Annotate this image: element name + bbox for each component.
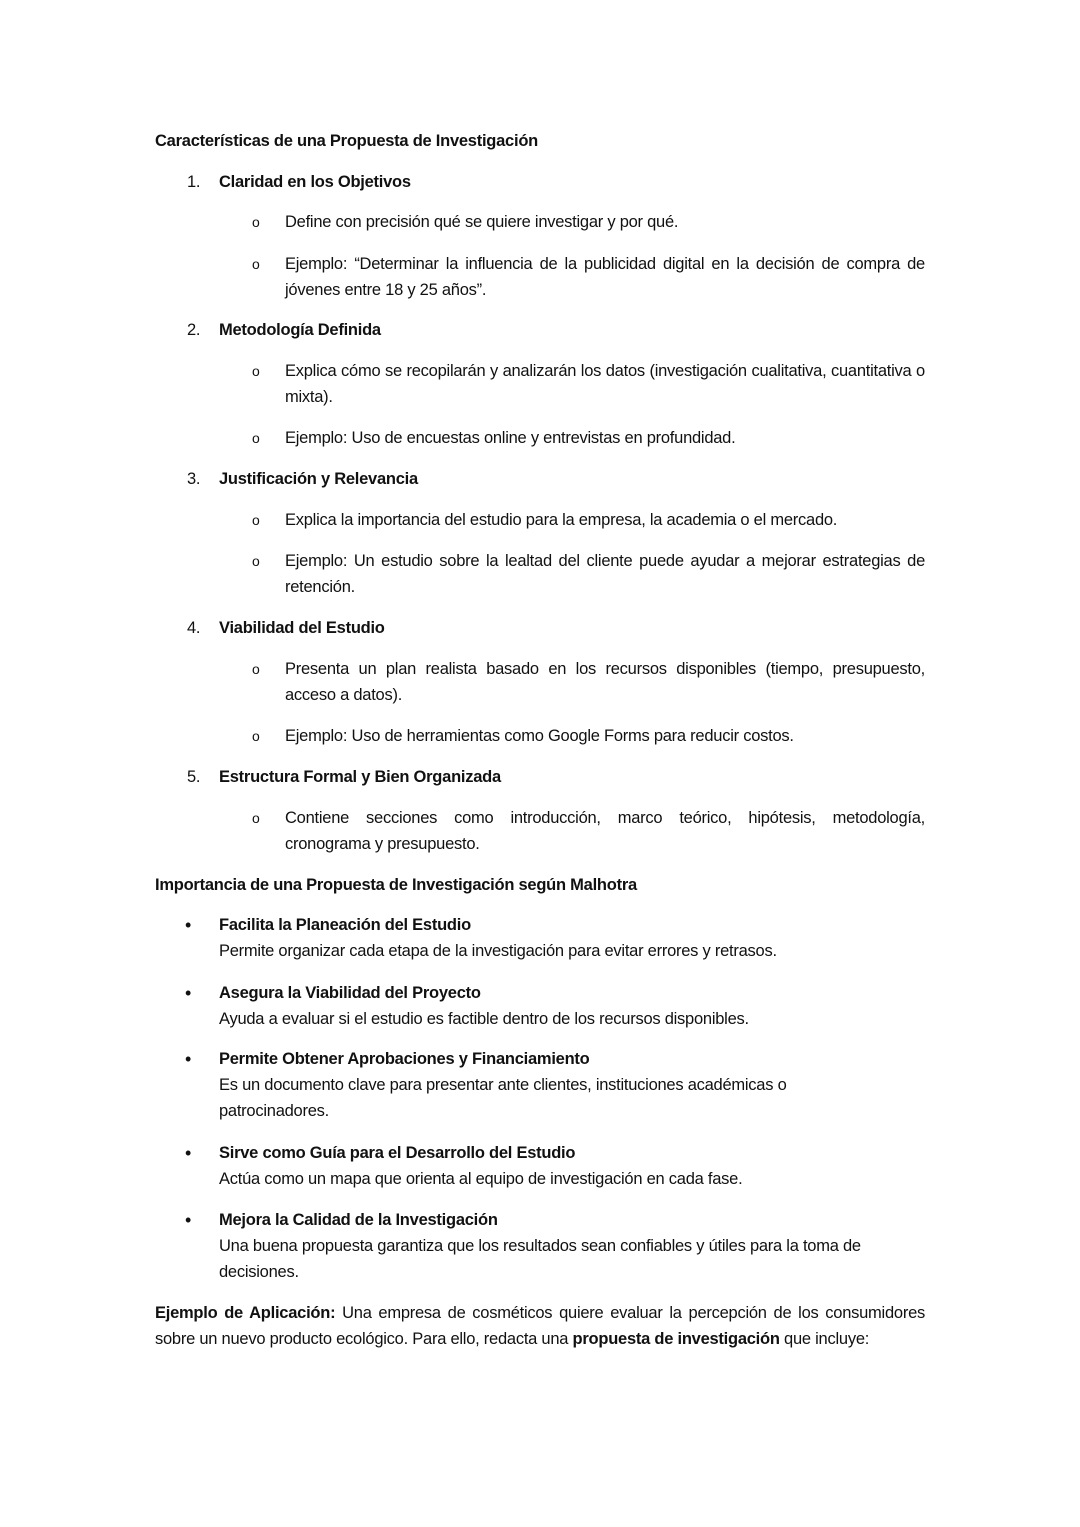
item-number: 1.	[187, 173, 201, 191]
circle-bullet-icon: o	[252, 553, 260, 569]
bullet-icon: •	[185, 1049, 192, 1069]
example-bold-term: propuesta de investigación	[572, 1330, 780, 1348]
bullet-icon: •	[185, 1143, 192, 1163]
item-heading: Claridad en los Objetivos	[219, 173, 411, 191]
sub-item-text: Ejemplo: Un estudio sobre la lealtad del cliente puede ayudar a mejorar estrategias de retención.	[285, 552, 925, 596]
importance-heading: Mejora la Calidad de la Investigación	[219, 1211, 498, 1229]
circle-bullet-icon: o	[252, 256, 260, 272]
sub-item-text: Explica la importancia del estudio para la empresa, la academia o el mercado.	[285, 511, 838, 529]
sub-item-text: Define con precisión qué se quiere investigar y por qué.	[285, 213, 679, 231]
item-number: 5.	[187, 768, 201, 786]
importance-text: Permite organizar cada etapa de la investigación para evitar errores y retrasos.	[219, 942, 777, 960]
sub-item-text: Contiene secciones como introducción, marco teórico, hipótesis, metodología, cronograma y presupuesto.	[285, 809, 925, 853]
circle-bullet-icon: o	[252, 810, 260, 826]
sub-item-text: Ejemplo: Uso de encuestas online y entrevistas en profundidad.	[285, 429, 736, 447]
item-number: 4.	[187, 619, 201, 637]
circle-bullet-icon: o	[252, 512, 260, 528]
bullet-icon: •	[185, 983, 192, 1003]
item-number: 3.	[187, 470, 201, 488]
importance-heading: Facilita la Planeación del Estudio	[219, 916, 471, 934]
sub-item-text: Presenta un plan realista basado en los recursos disponibles (tiempo, presupuesto, acceso a datos).	[285, 660, 925, 704]
example-text: Una empresa de cosméticos quiere evaluar la percepción de los consumidores sobre un nuevo producto ecológico. Para ello, redacta una	[155, 1304, 925, 1348]
item-heading: Viabilidad del Estudio	[219, 619, 385, 637]
sub-item-text: Explica cómo se recopilarán y analizarán los datos (investigación cualitativa, cuantitativa o mixta).	[285, 362, 925, 406]
example-text-end: que incluye:	[779, 1330, 870, 1348]
item-heading: Metodología Definida	[219, 321, 381, 339]
circle-bullet-icon: o	[252, 661, 260, 677]
circle-bullet-icon: o	[252, 430, 260, 446]
item-heading: Justificación y Relevancia	[219, 470, 418, 488]
example-paragraph	[155, 1300, 925, 1352]
item-heading: Estructura Formal y Bien Organizada	[219, 768, 501, 786]
bullet-icon: •	[185, 915, 192, 935]
sub-item-text: Ejemplo: Uso de herramientas como Google Forms para reducir costos.	[285, 727, 794, 745]
circle-bullet-icon: o	[252, 363, 260, 379]
item-number: 2.	[187, 321, 201, 339]
importance-text: Ayuda a evaluar si el estudio es factible dentro de los recursos disponibles.	[219, 1010, 749, 1028]
example-label: Ejemplo de Aplicación:	[155, 1304, 336, 1322]
importance-title: Importancia de una Propuesta de Investigación según Malhotra	[155, 876, 637, 894]
circle-bullet-icon: o	[252, 728, 260, 744]
importance-heading: Asegura la Viabilidad del Proyecto	[219, 984, 481, 1002]
circle-bullet-icon: o	[252, 214, 260, 230]
section-title: Características de una Propuesta de Investigación	[155, 132, 538, 150]
importance-text: Una buena propuesta garantiza que los resultados sean confiables y útiles para la toma de decisiones.	[219, 1237, 861, 1281]
bullet-icon: •	[185, 1210, 192, 1230]
importance-text: Es un documento clave para presentar ante clientes, instituciones académicas o patrocinadores.	[219, 1076, 787, 1120]
importance-heading: Permite Obtener Aprobaciones y Financiamiento	[219, 1050, 590, 1068]
importance-text: Actúa como un mapa que orienta al equipo de investigación en cada fase.	[219, 1170, 743, 1188]
sub-item-text: Ejemplo: “Determinar la influencia de la publicidad digital en la decisión de compra de jóvenes entre 18 y 25 años”.	[285, 255, 925, 299]
importance-heading: Sirve como Guía para el Desarrollo del Estudio	[219, 1144, 576, 1162]
